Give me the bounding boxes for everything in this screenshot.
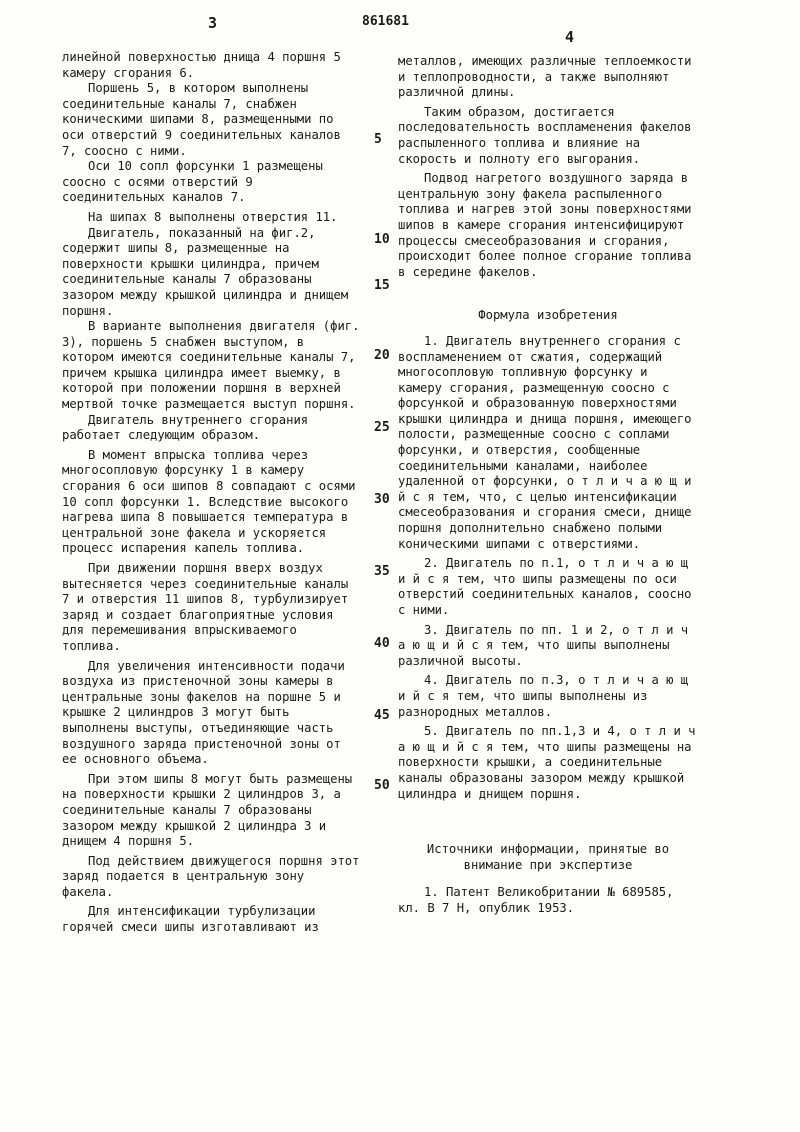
paragraph: Подвод нагретого воздушного заряда в центральную зону факела распыленного топлива и нагрев этой зоны поверхностями шипов в камере сгорания интенсифицируют процессы смесеобразования и сгорания, происходит более полное сгорание топлива в середине факелов. bbox=[398, 171, 692, 279]
paragraph: Оси 10 сопл форсунки 1 размещены соосно с осями отверстий 9 соединительных каналов 7. bbox=[62, 159, 323, 205]
paragraph: линейной поверхностью днища 4 поршня 5 камеру сгорания 6. bbox=[62, 50, 341, 80]
left-column bbox=[62, 50, 362, 936]
claim-item: 4. Двигатель по п.3, о т л и ч а ю щ и й с я тем, что шипы выполнены из разнородных металлов. bbox=[398, 673, 689, 719]
paragraph: В варианте выполнения двигателя (фиг. 3), поршень 5 снабжен выступом, в котором имеются соединительные каналы 7, причем крышка цилиндра имеет выемку, в которой при положении поршня в верхней мертвой точке размещается выступ поршня. bbox=[62, 319, 360, 412]
paragraph: Для увеличения интенсивности подачи воздуха из пристеночной зоны камеры в центральные зоны факелов на поршне 5 и крышке 2 цилиндров 3 могут быть выполнены выступы, отъединяющие часть воздушного заряда пристеночной зоны от ее основного объема. bbox=[62, 658, 345, 767]
line-number: 35 bbox=[374, 564, 390, 579]
paragraph: металлов, имеющих различные теплоемкости и теплопроводности, а также выполняют различной длины. bbox=[398, 54, 692, 100]
line-number: 5 bbox=[374, 132, 382, 147]
line-number: 30 bbox=[374, 492, 390, 507]
page-number-left: 3 bbox=[208, 14, 218, 32]
claim-item: 1. Двигатель внутреннего сгорания с воспламенением от сжатия, содержащий многосопловую топливную форсунку и камеру сгорания, размещенную соосно с форсункой и образованную поверхностями крышки цилиндра и днища поршня, имеющего полости, размещенные соосно с соплами форсунки, и отверстия, сообщенные соединительными каналами, наиболее удаленной от форсунки, о т л и ч а ю щ и й с я тем, что, с целью интенсификации смесеобразования и сгорания смеси, днище поршня дополнительно снабжено полыми коническими шипами с отверстиями. bbox=[398, 333, 692, 551]
document-number: 861681 bbox=[362, 14, 409, 29]
line-number: 10 bbox=[374, 232, 390, 247]
paragraph: При движении поршня вверх воздух вытесняется через соединительные каналы 7 и отверстия 11 шипов 8, турбулизирует заряд и создает благоприятные условия для перемешивания впрыскиваемого топлива. bbox=[62, 561, 349, 653]
paragraph: В момент впрыска топлива через многосопловую форсунку 1 в камеру сгорания 6 оси шипов 8 совпадают с осями 10 сопл форсунки 1. Вследствие высокого нагрева шипа 8 повышается температура в центральной зоне факела и ускоряется процесс испарения капель топлива. bbox=[62, 447, 356, 556]
line-number: 25 bbox=[374, 420, 390, 435]
paragraph: Двигатель, показанный на фиг.2, содержит шипы 8, размещенные на поверхности крышки цилиндра, причем соединительные каналы 7 образованы зазором между крышкой цилиндра и днищем поршня. bbox=[62, 225, 349, 318]
paragraph: Для интенсификации турбулизации горячей смеси шипы изготавливают из bbox=[62, 904, 319, 935]
claim-item: 5. Двигатель по пп.1,3 и 4, о т л и ч а ю щ и й с я тем, что шипы размещены на поверхности крышки, а соединительные каналы образованы зазором между крышкой цилиндра и днищем поршня. bbox=[398, 724, 696, 801]
sources-title: Источники информации, принятые во внимание при экспертизе bbox=[426, 842, 670, 872]
paragraph: Под действием движущегося поршня этот заряд подается в центральную зону факела. bbox=[62, 853, 360, 899]
paragraph: Поршень 5, в котором выполнены соединительные каналы 7, снабжен коническими шипами 8, размещенными по оси отверстий 9 соединительных каналов 7, соосно с ними. bbox=[62, 81, 341, 158]
page-number-right: 4 bbox=[565, 28, 575, 46]
line-number: 45 bbox=[374, 708, 390, 723]
right-column bbox=[398, 54, 698, 917]
line-number: 20 bbox=[374, 348, 390, 363]
claim-item: 2. Двигатель по п.1, о т л и ч а ю щ и й с я тем, что шипы размещены по оси отверстий соединительных каналов, соосно с ними. bbox=[398, 556, 692, 617]
source-item: 1. Патент Великобритании № 689585, кл. В 7 Н, опублик 1953. bbox=[398, 885, 674, 915]
line-number: 40 bbox=[374, 636, 390, 651]
paragraph: На шипах 8 выполнены отверстия 11. bbox=[88, 209, 338, 224]
paragraph: При этом шипы 8 могут быть размещены на поверхности крышки 2 цилиндров 3, а соединительные каналы 7 образованы зазором между крышкой 2 цилиндра 3 и днищем 4 поршня 5. bbox=[62, 771, 353, 849]
line-number: 15 bbox=[374, 278, 390, 293]
claims-title: Формула изобретения bbox=[478, 308, 618, 323]
claim-item: 3. Двигатель по пп. 1 и 2, о т л и ч а ю щ и й с я тем, что шипы выполнены различной высоты. bbox=[398, 622, 689, 668]
paragraph: Таким образом, достигается последовательность воспламенения факелов распыленного топлива и влияние на скорость и полноту его выгорания. bbox=[398, 104, 692, 166]
paragraph: Двигатель внутреннего сгорания работает следующим образом. bbox=[62, 412, 309, 443]
line-number: 50 bbox=[374, 778, 390, 793]
